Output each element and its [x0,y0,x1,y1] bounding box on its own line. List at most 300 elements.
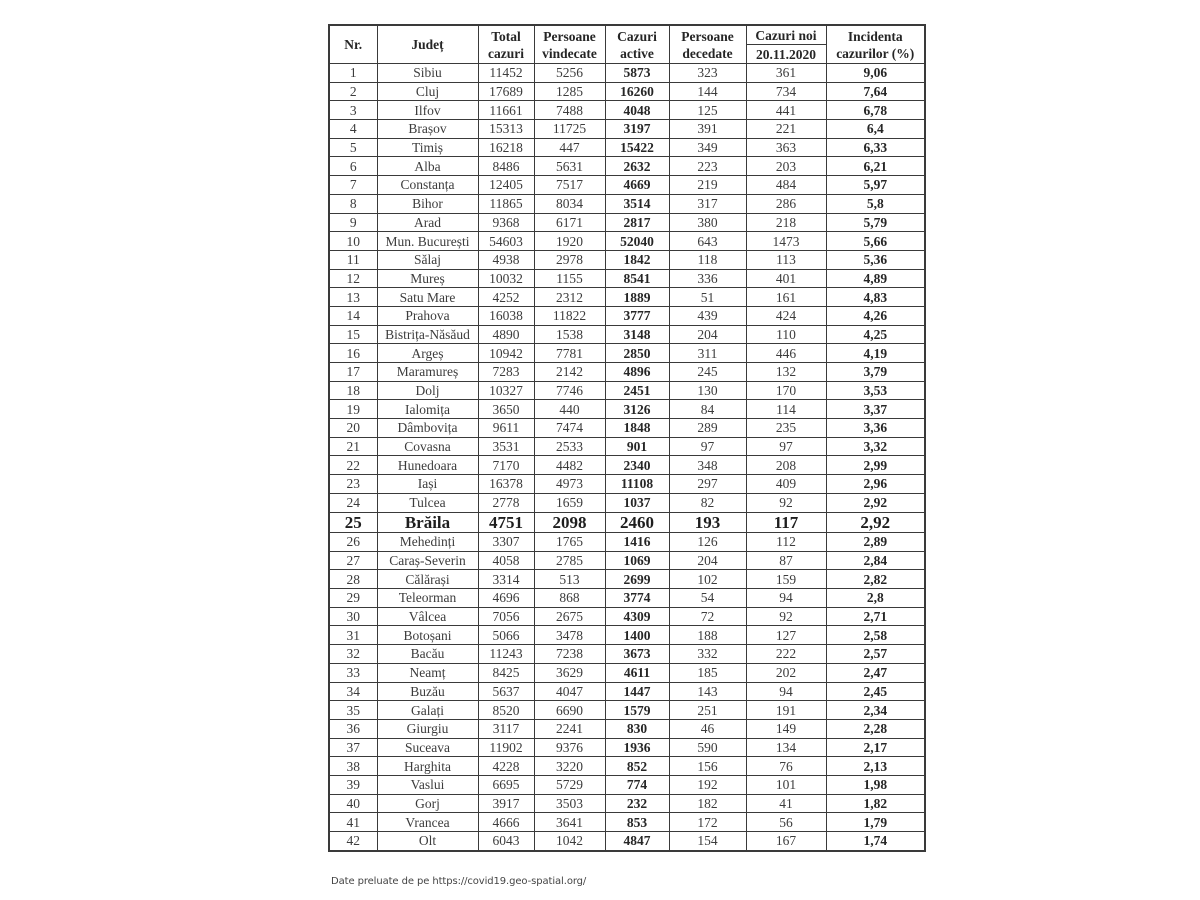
cell-persoane-vindecate: 6690 [534,701,605,720]
table-row [329,626,925,645]
cell-judet: Ilfov [377,101,478,120]
cell-persoane-decedate: 643 [669,232,746,251]
cell-cazuri-noi: 117 [746,512,826,533]
cell-persoane-vindecate: 2098 [534,512,605,533]
cell-incidenta: 2,71 [826,607,925,626]
header-active-line1: Cazuri [617,28,657,44]
header-incidenta-line2: cazurilor (%) [836,45,915,61]
cell-persoane-decedate: 126 [669,533,746,552]
cell-incidenta: 2,96 [826,475,925,494]
cell-total-cazuri: 11865 [478,194,534,213]
cell-judet: Maramureș [377,363,478,382]
cell-cazuri-active: 901 [605,437,669,456]
cell-cazuri-noi: 134 [746,738,826,757]
source-note: Date preluate de pe https://covid19.geo-spatial.org/ [331,876,587,887]
cell-incidenta: 2,58 [826,626,925,645]
cell-cazuri-noi: 159 [746,570,826,589]
cell-cazuri-active: 2699 [605,570,669,589]
header-cazuri-noi: Cazuri noi [746,25,826,45]
cell-cazuri-active: 16260 [605,82,669,101]
cell-cazuri-active: 2451 [605,381,669,400]
cell-judet: Cluj [377,82,478,101]
cell-nr: 18 [329,381,377,400]
cell-incidenta: 1,79 [826,813,925,832]
table-row [329,719,925,738]
cell-persoane-vindecate: 868 [534,589,605,608]
cell-total-cazuri: 4751 [478,512,534,533]
cell-persoane-vindecate: 2978 [534,250,605,269]
cell-judet: Vâlcea [377,607,478,626]
table-row [329,813,925,832]
cell-cazuri-active: 1037 [605,493,669,512]
cell-total-cazuri: 4890 [478,325,534,344]
cell-nr: 16 [329,344,377,363]
cell-persoane-vindecate: 5729 [534,775,605,794]
cell-total-cazuri: 15313 [478,120,534,139]
cell-cazuri-noi: 41 [746,794,826,813]
cell-persoane-decedate: 130 [669,381,746,400]
cell-incidenta: 5,79 [826,213,925,232]
header-incidenta-line1: Incidenta [847,28,903,44]
table-row [329,381,925,400]
cell-persoane-decedate: 192 [669,775,746,794]
cell-nr: 9 [329,213,377,232]
table-row [329,157,925,176]
cell-nr: 42 [329,832,377,851]
table-row [329,176,925,195]
cell-persoane-decedate: 97 [669,437,746,456]
cell-judet: Covasna [377,437,478,456]
cell-nr: 38 [329,757,377,776]
header-total-cazuri [478,25,534,64]
cell-cazuri-noi: 286 [746,194,826,213]
cell-nr: 21 [329,437,377,456]
table-row [329,82,925,101]
cell-cazuri-noi: 94 [746,682,826,701]
cell-total-cazuri: 7170 [478,456,534,475]
cell-judet: Brăila [377,512,478,533]
cell-nr: 40 [329,794,377,813]
cell-cazuri-active: 4309 [605,607,669,626]
cell-persoane-decedate: 143 [669,682,746,701]
cell-persoane-vindecate: 3629 [534,663,605,682]
table-row [329,232,925,251]
cell-cazuri-noi: 56 [746,813,826,832]
cell-judet: Giurgiu [377,719,478,738]
cell-total-cazuri: 4228 [478,757,534,776]
cell-incidenta: 1,82 [826,794,925,813]
cell-cazuri-noi: 363 [746,138,826,157]
cell-incidenta: 2,99 [826,456,925,475]
header-total-line2: cazuri [488,45,524,61]
cell-judet: Mureș [377,269,478,288]
table-row [329,645,925,664]
cell-judet: Tulcea [377,493,478,512]
header-vindecate-line2: vindecate [542,45,597,61]
cell-cazuri-noi: 202 [746,663,826,682]
covid-county-table [328,24,926,852]
header-total-line1: Total [491,28,521,44]
cell-persoane-decedate: 185 [669,663,746,682]
cell-persoane-decedate: 72 [669,607,746,626]
cell-nr: 23 [329,475,377,494]
cell-cazuri-active: 4048 [605,101,669,120]
table-row [329,607,925,626]
cell-incidenta: 4,25 [826,325,925,344]
cell-nr: 28 [329,570,377,589]
cell-cazuri-noi: 203 [746,157,826,176]
cell-incidenta: 4,19 [826,344,925,363]
county-statistics-document [328,24,926,852]
cell-judet: Teleorman [377,589,478,608]
cell-cazuri-noi: 424 [746,306,826,325]
cell-judet: Gorj [377,794,478,813]
cell-persoane-vindecate: 1285 [534,82,605,101]
cell-persoane-decedate: 289 [669,419,746,438]
cell-persoane-vindecate: 1155 [534,269,605,288]
cell-nr: 32 [329,645,377,664]
cell-nr: 6 [329,157,377,176]
cell-cazuri-noi: 446 [746,344,826,363]
cell-incidenta: 5,97 [826,176,925,195]
cell-total-cazuri: 3117 [478,719,534,738]
cell-persoane-vindecate: 7238 [534,645,605,664]
cell-cazuri-active: 1848 [605,419,669,438]
cell-cazuri-active: 8541 [605,269,669,288]
cell-persoane-decedate: 245 [669,363,746,382]
cell-judet: Harghita [377,757,478,776]
cell-judet: Ialomița [377,400,478,419]
cell-total-cazuri: 10942 [478,344,534,363]
cell-incidenta: 3,32 [826,437,925,456]
cell-cazuri-active: 1447 [605,682,669,701]
cell-persoane-vindecate: 7517 [534,176,605,195]
table-row [329,194,925,213]
cell-incidenta: 4,26 [826,306,925,325]
cell-cazuri-noi: 1473 [746,232,826,251]
cell-judet: Botoșani [377,626,478,645]
cell-judet: Suceava [377,738,478,757]
cell-cazuri-active: 3126 [605,400,669,419]
cell-total-cazuri: 3307 [478,533,534,552]
cell-persoane-vindecate: 6171 [534,213,605,232]
table-row [329,120,925,139]
cell-total-cazuri: 4058 [478,551,534,570]
cell-persoane-vindecate: 3220 [534,757,605,776]
cell-persoane-vindecate: 440 [534,400,605,419]
cell-incidenta: 2,57 [826,645,925,664]
cell-cazuri-active: 4847 [605,832,669,851]
cell-cazuri-active: 52040 [605,232,669,251]
cell-persoane-vindecate: 4973 [534,475,605,494]
cell-cazuri-active: 852 [605,757,669,776]
cell-total-cazuri: 16038 [478,306,534,325]
cell-cazuri-noi: 484 [746,176,826,195]
cell-nr: 14 [329,306,377,325]
cell-nr: 15 [329,325,377,344]
table-row [329,832,925,851]
cell-incidenta: 6,78 [826,101,925,120]
cell-total-cazuri: 6043 [478,832,534,851]
cell-judet: Alba [377,157,478,176]
cell-cazuri-active: 3148 [605,325,669,344]
cell-persoane-decedate: 188 [669,626,746,645]
cell-incidenta: 3,37 [826,400,925,419]
table-row [329,794,925,813]
cell-cazuri-active: 1889 [605,288,669,307]
header-persoane-vindecate [534,25,605,64]
cell-total-cazuri: 11452 [478,64,534,83]
table-row [329,570,925,589]
cell-incidenta: 2,92 [826,512,925,533]
cell-persoane-decedate: 172 [669,813,746,832]
cell-total-cazuri: 11243 [478,645,534,664]
table-row [329,663,925,682]
cell-judet: Brașov [377,120,478,139]
cell-cazuri-noi: 113 [746,250,826,269]
cell-nr: 33 [329,663,377,682]
cell-incidenta: 1,74 [826,832,925,851]
cell-nr: 3 [329,101,377,120]
cell-cazuri-active: 5873 [605,64,669,83]
cell-judet: Hunedoara [377,456,478,475]
cell-persoane-vindecate: 5631 [534,157,605,176]
cell-persoane-decedate: 144 [669,82,746,101]
cell-cazuri-active: 1579 [605,701,669,720]
cell-total-cazuri: 7056 [478,607,534,626]
cell-cazuri-noi: 127 [746,626,826,645]
cell-cazuri-active: 1400 [605,626,669,645]
cell-cazuri-noi: 222 [746,645,826,664]
cell-nr: 26 [329,533,377,552]
cell-cazuri-active: 232 [605,794,669,813]
cell-persoane-decedate: 193 [669,512,746,533]
cell-total-cazuri: 11661 [478,101,534,120]
cell-nr: 29 [329,589,377,608]
cell-total-cazuri: 3917 [478,794,534,813]
cell-incidenta: 2,17 [826,738,925,757]
cell-nr: 34 [329,682,377,701]
table-row [329,138,925,157]
cell-nr: 2 [329,82,377,101]
table-row [329,306,925,325]
cell-persoane-decedate: 223 [669,157,746,176]
cell-nr: 10 [329,232,377,251]
table-row [329,250,925,269]
cell-cazuri-noi: 161 [746,288,826,307]
cell-persoane-vindecate: 1765 [534,533,605,552]
cell-judet: Arad [377,213,478,232]
cell-persoane-vindecate: 7781 [534,344,605,363]
cell-persoane-decedate: 251 [669,701,746,720]
cell-incidenta: 5,36 [826,250,925,269]
header-cazuri-active [605,25,669,64]
cell-nr: 25 [329,512,377,533]
cell-cazuri-active: 15422 [605,138,669,157]
cell-total-cazuri: 54603 [478,232,534,251]
cell-persoane-vindecate: 2142 [534,363,605,382]
cell-cazuri-active: 1936 [605,738,669,757]
cell-incidenta: 2,89 [826,533,925,552]
cell-nr: 30 [329,607,377,626]
header-cazuri-noi-date: 20.11.2020 [746,45,826,64]
cell-total-cazuri: 10032 [478,269,534,288]
table-body [329,64,925,851]
cell-judet: Sibiu [377,64,478,83]
cell-total-cazuri: 10327 [478,381,534,400]
cell-persoane-decedate: 348 [669,456,746,475]
cell-persoane-vindecate: 1538 [534,325,605,344]
cell-cazuri-noi: 191 [746,701,826,720]
table-row [329,269,925,288]
cell-nr: 12 [329,269,377,288]
cell-judet: Vaslui [377,775,478,794]
cell-nr: 31 [329,626,377,645]
cell-persoane-decedate: 380 [669,213,746,232]
cell-nr: 17 [329,363,377,382]
cell-cazuri-noi: 221 [746,120,826,139]
cell-cazuri-noi: 441 [746,101,826,120]
cell-incidenta: 7,64 [826,82,925,101]
cell-nr: 35 [329,701,377,720]
cell-persoane-decedate: 336 [669,269,746,288]
cell-incidenta: 4,89 [826,269,925,288]
cell-persoane-decedate: 51 [669,288,746,307]
cell-incidenta: 3,36 [826,419,925,438]
table-row [329,213,925,232]
cell-cazuri-noi: 87 [746,551,826,570]
cell-persoane-vindecate: 7474 [534,419,605,438]
cell-persoane-vindecate: 11725 [534,120,605,139]
cell-persoane-decedate: 391 [669,120,746,139]
cell-cazuri-noi: 97 [746,437,826,456]
cell-persoane-vindecate: 2241 [534,719,605,738]
cell-judet: Bihor [377,194,478,213]
cell-cazuri-noi: 235 [746,419,826,438]
cell-total-cazuri: 11902 [478,738,534,757]
cell-incidenta: 5,8 [826,194,925,213]
cell-total-cazuri: 3314 [478,570,534,589]
cell-judet: Bistrița-Năsăud [377,325,478,344]
cell-total-cazuri: 5066 [478,626,534,645]
cell-cazuri-active: 1416 [605,533,669,552]
cell-persoane-decedate: 125 [669,101,746,120]
cell-cazuri-active: 853 [605,813,669,832]
cell-persoane-vindecate: 2675 [534,607,605,626]
cell-incidenta: 6,33 [826,138,925,157]
cell-nr: 36 [329,719,377,738]
cell-cazuri-noi: 114 [746,400,826,419]
table-row [329,64,925,83]
cell-cazuri-active: 2460 [605,512,669,533]
cell-persoane-vindecate: 1920 [534,232,605,251]
cell-cazuri-active: 4611 [605,663,669,682]
cell-persoane-decedate: 46 [669,719,746,738]
cell-incidenta: 1,98 [826,775,925,794]
cell-judet: Olt [377,832,478,851]
cell-judet: Sălaj [377,250,478,269]
cell-cazuri-noi: 110 [746,325,826,344]
cell-cazuri-noi: 409 [746,475,826,494]
cell-nr: 20 [329,419,377,438]
cell-incidenta: 6,4 [826,120,925,139]
cell-persoane-vindecate: 5256 [534,64,605,83]
table-row [329,325,925,344]
cell-incidenta: 2,34 [826,701,925,720]
cell-nr: 27 [329,551,377,570]
cell-total-cazuri: 3531 [478,437,534,456]
cell-incidenta: 2,13 [826,757,925,776]
cell-total-cazuri: 4666 [478,813,534,832]
cell-persoane-vindecate: 1042 [534,832,605,851]
cell-cazuri-noi: 132 [746,363,826,382]
table-row [329,456,925,475]
cell-persoane-vindecate: 3503 [534,794,605,813]
table-header [329,25,925,64]
cell-nr: 4 [329,120,377,139]
cell-persoane-decedate: 154 [669,832,746,851]
cell-nr: 22 [329,456,377,475]
table-row [329,757,925,776]
table-row [329,419,925,438]
header-active-line2: active [620,45,654,61]
table-row [329,775,925,794]
cell-persoane-decedate: 84 [669,400,746,419]
cell-nr: 41 [329,813,377,832]
cell-persoane-decedate: 118 [669,250,746,269]
cell-persoane-decedate: 590 [669,738,746,757]
table-row [329,512,925,533]
cell-nr: 39 [329,775,377,794]
cell-cazuri-active: 2817 [605,213,669,232]
cell-cazuri-noi: 401 [746,269,826,288]
cell-total-cazuri: 8486 [478,157,534,176]
cell-cazuri-noi: 101 [746,775,826,794]
cell-persoane-vindecate: 7488 [534,101,605,120]
cell-total-cazuri: 4696 [478,589,534,608]
table-row [329,738,925,757]
cell-total-cazuri: 6695 [478,775,534,794]
cell-total-cazuri: 12405 [478,176,534,195]
cell-cazuri-active: 1069 [605,551,669,570]
cell-persoane-vindecate: 4482 [534,456,605,475]
cell-nr: 24 [329,493,377,512]
header-vindecate-line1: Persoane [543,28,596,44]
cell-persoane-vindecate: 2312 [534,288,605,307]
cell-persoane-decedate: 297 [669,475,746,494]
cell-cazuri-active: 11108 [605,475,669,494]
cell-nr: 8 [329,194,377,213]
cell-cazuri-active: 4896 [605,363,669,382]
cell-nr: 19 [329,400,377,419]
cell-incidenta: 3,53 [826,381,925,400]
header-decedate-line1: Persoane [681,28,734,44]
cell-persoane-decedate: 439 [669,306,746,325]
cell-persoane-decedate: 54 [669,589,746,608]
cell-judet: Caraș-Severin [377,551,478,570]
cell-incidenta: 2,45 [826,682,925,701]
cell-cazuri-active: 2850 [605,344,669,363]
header-nr: Nr. [329,25,377,64]
cell-cazuri-noi: 112 [746,533,826,552]
cell-total-cazuri: 4252 [478,288,534,307]
cell-total-cazuri: 2778 [478,493,534,512]
cell-cazuri-noi: 218 [746,213,826,232]
cell-total-cazuri: 16378 [478,475,534,494]
header-judet: Județ [377,25,478,64]
cell-judet: Prahova [377,306,478,325]
cell-persoane-vindecate: 8034 [534,194,605,213]
